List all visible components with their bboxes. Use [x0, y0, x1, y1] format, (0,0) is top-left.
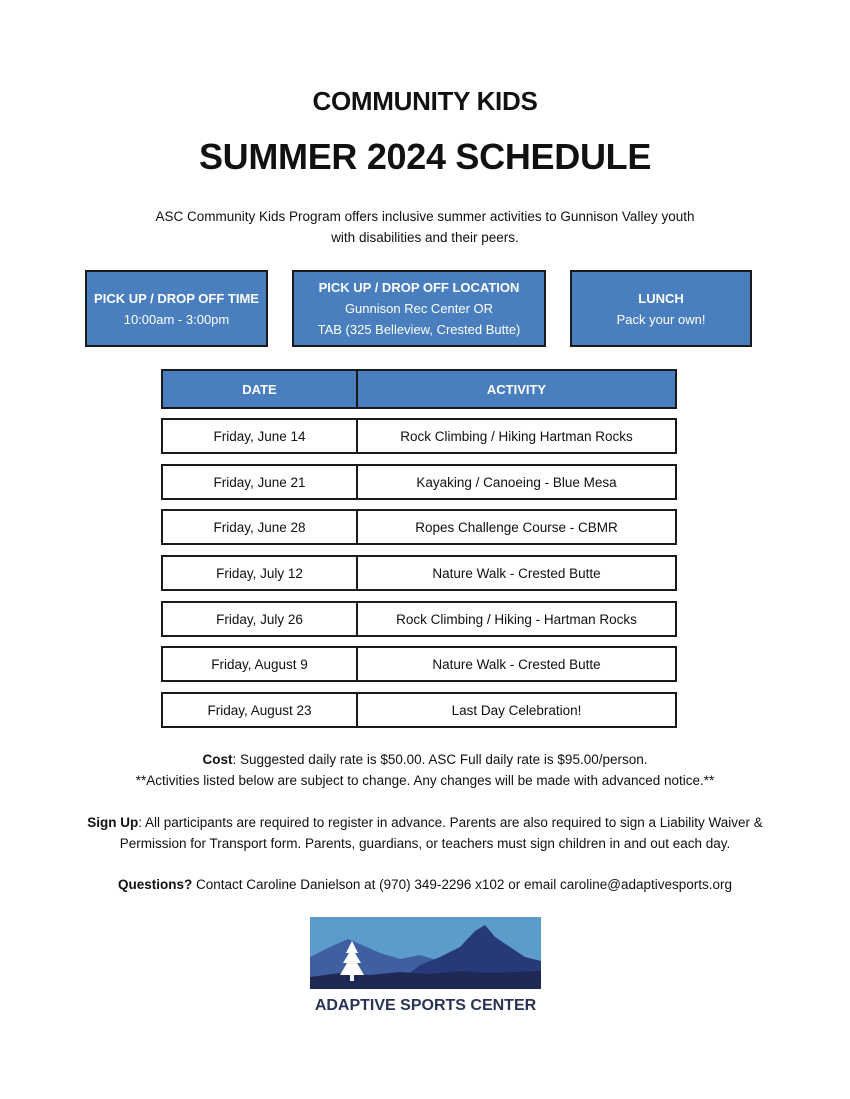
info-box-pickup-location — [292, 270, 546, 347]
row-activity: Ropes Challenge Course - CBMR — [415, 519, 618, 535]
change-notice: **Activities listed below are subject to change. Any changes will be made with advanced notice.** — [135, 773, 715, 788]
title-community-kids: COMMUNITY KIDS — [312, 86, 538, 116]
row-date: Friday, August 23 — [163, 694, 358, 726]
signup-text: : All participants are required to register in advance. Parents are also required to sign a Liability Waiver & Permission for Transport form. Parents, guardians, or teachers must sign children in and out each day. — [119, 815, 763, 851]
cost-note — [60, 749, 790, 791]
info-box-line: 10:00am - 3:00pm — [123, 311, 230, 327]
table-row — [161, 692, 677, 728]
questions-label: Questions? — [117, 877, 193, 892]
row-date: Friday, June 21 — [163, 466, 358, 498]
info-box-pickup-time — [85, 270, 268, 347]
row-activity: Rock Climbing / Hiking Hartman Rocks — [400, 428, 633, 444]
info-box-heading: LUNCH — [638, 290, 684, 306]
questions-text: Contact Caroline Danielson at (970) 349-2296 x102 or email caroline@adaptivesports.org — [192, 877, 733, 892]
row-date: Friday, June 14 — [163, 420, 358, 452]
logo-text: ADAPTIVE SPORTS CENTER — [314, 997, 537, 1014]
info-box-line: Gunnison Rec Center OR — [344, 301, 494, 316]
table-row — [161, 418, 677, 454]
cost-label: Cost — [202, 752, 233, 767]
adaptive-sports-center-logo — [310, 917, 541, 1015]
info-box-heading: PICK UP / DROP OFF TIME — [94, 290, 259, 306]
intro-text: ASC Community Kids Program offers inclusive summer activities to Gunnison Valley youth with disabilities and their peers. — [155, 209, 695, 245]
info-box-line: Pack your own! — [616, 311, 706, 327]
info-box-lunch — [570, 270, 752, 347]
row-activity: Nature Walk - Crested Butte — [432, 656, 601, 672]
info-box-heading: PICK UP / DROP OFF LOCATION — [318, 280, 520, 295]
row-activity: Last Day Celebration! — [451, 702, 582, 718]
table-row — [161, 464, 677, 500]
row-date: Friday, August 9 — [163, 648, 358, 680]
table-row — [161, 601, 677, 637]
header-date: DATE — [163, 371, 358, 407]
cost-text: : Suggested daily rate is $50.00. ASC Full daily rate is $95.00/person. — [232, 752, 648, 767]
table-row — [161, 555, 677, 591]
info-box-line: TAB (325 Belleview, Crested Butte) — [317, 322, 521, 337]
questions-note — [60, 874, 790, 895]
title-summer-schedule: SUMMER 2024 SCHEDULE — [198, 136, 652, 177]
row-activity: Kayaking / Canoeing - Blue Mesa — [416, 474, 617, 490]
header-activity: ACTIVITY — [486, 381, 547, 397]
signup-note — [60, 812, 790, 854]
mountain-logo-icon — [310, 917, 541, 989]
row-date: Friday, July 12 — [163, 557, 358, 589]
signup-label: Sign Up — [87, 815, 139, 830]
table-row — [161, 509, 677, 545]
row-activity: Nature Walk - Crested Butte — [432, 565, 601, 581]
table-row — [161, 646, 677, 682]
table-header-row — [161, 369, 677, 409]
row-date: Friday, June 28 — [163, 511, 358, 543]
row-date: Friday, July 26 — [163, 603, 358, 635]
row-activity: Rock Climbing / Hiking - Hartman Rocks — [396, 611, 637, 627]
